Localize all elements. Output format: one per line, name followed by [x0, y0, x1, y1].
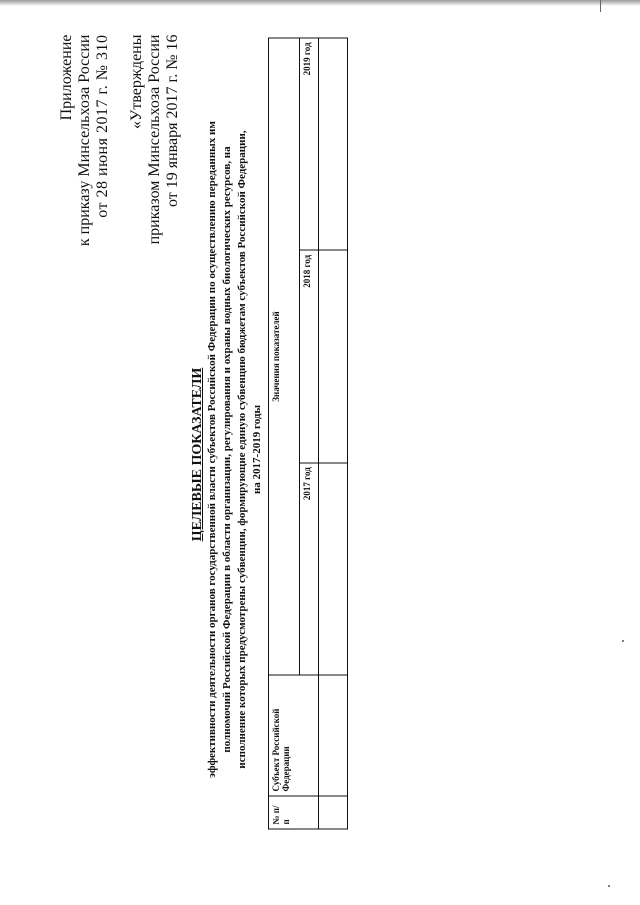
table-cell [319, 250, 348, 462]
approved-order-ref: приказом Минсельхоза России [146, 34, 163, 245]
subtitle-line: на 2017-2019 годы [251, 404, 263, 495]
approved-label: «Утверждены [128, 34, 145, 129]
appendix-order-ref: к приказу Минсельхоза России [76, 34, 93, 247]
approved-order-date: от 19 января 2017 г. № 16 [164, 34, 181, 208]
document-subtitle [205, 55, 265, 845]
header-year-2018: 2018 год [300, 250, 319, 462]
appendix-order-date: от 28 июня 2017 г. № 310 [94, 34, 111, 218]
appendix-label: Приложение [58, 34, 75, 121]
header-values: Значения показателей [269, 38, 300, 675]
header-year-2017: 2017 год [300, 463, 319, 675]
table-cell [319, 38, 348, 250]
table-cell [319, 463, 348, 675]
appendix-block [58, 35, 112, 295]
subtitle-line: эффективности деятельности органов государственной власти субъектов Российской Федерации по осуществлению переданных им [206, 121, 218, 778]
table-cell [319, 796, 348, 829]
subtitle-line: полномочий Российской Федерации в области организации, регулирования и охраны водных биологических ресурсов, на [221, 146, 233, 753]
header-number: № п/п [269, 796, 319, 829]
header-subject: Субъект Российской Федерации [269, 675, 319, 796]
indicators-table [268, 38, 348, 830]
table-cell [319, 675, 348, 796]
table-row [319, 38, 348, 829]
header-year-2019: 2019 год [300, 38, 319, 250]
approved-block [128, 35, 182, 255]
subtitle-line: исполнение которых предусмотрены субвенции, формирующие единую субвенцию бюджетам субъектов Российской Федерации, [236, 130, 248, 769]
document-title: ЦЕЛЕВЫЕ ПОКАЗАТЕЛИ [190, 367, 205, 542]
